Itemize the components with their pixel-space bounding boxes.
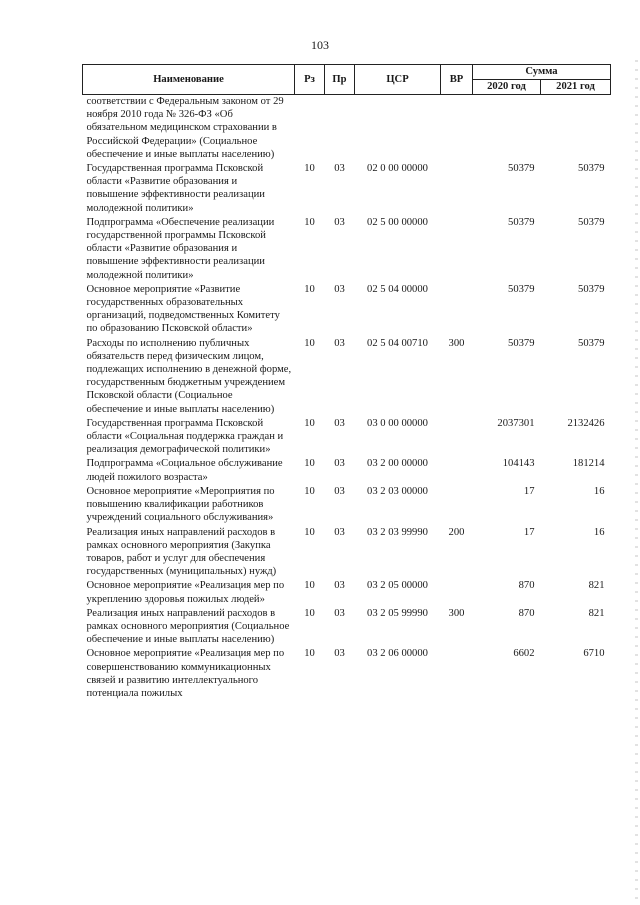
row-name: Реализация иных направлений расходов в рамках основного мероприятия (Социальное обеспечение и иные выплаты населению) [86, 607, 290, 646]
row-sum-2021: 6710 [583, 648, 605, 660]
table-row [83, 607, 611, 648]
row-sum-2020: 50379 [508, 163, 535, 175]
row-sum-2021: 50379 [578, 216, 605, 228]
row-sum-2020: 50379 [508, 216, 535, 228]
row-rz: 10 [304, 163, 315, 175]
row-csr: 03 2 06 00000 [367, 648, 428, 660]
table-row [83, 579, 611, 606]
row-sum-2021: 16 [593, 526, 605, 538]
row-pr: 03 [334, 417, 345, 429]
row-vr: 300 [448, 607, 465, 619]
row-pr: 03 [334, 526, 345, 538]
row-pr: 03 [334, 163, 345, 175]
table-row [83, 337, 611, 417]
header-csr: ЦСР [355, 65, 441, 95]
page-number: 103 [311, 38, 329, 52]
row-pr: 03 [334, 216, 345, 228]
row-vr: 300 [448, 337, 465, 349]
row-sum-2020: 17 [523, 526, 535, 538]
table-row [83, 417, 611, 458]
table-row [83, 162, 611, 216]
row-rz: 10 [304, 485, 315, 497]
row-rz: 10 [304, 580, 315, 592]
row-pr: 03 [334, 648, 345, 660]
row-sum-2020 [473, 95, 541, 163]
table-row [83, 647, 611, 701]
row-pr [325, 95, 355, 163]
row-name: Основное мероприятие «Развитие государственных образовательных организаций, подведомственных Комитету по образованию Псковской области» [86, 283, 280, 335]
row-pr: 03 [334, 283, 345, 295]
budget-table [82, 64, 611, 701]
row-csr [355, 95, 441, 163]
table-row [83, 526, 611, 580]
row-rz: 10 [304, 458, 315, 470]
header-year-2020: 2020 год [473, 80, 541, 95]
row-pr: 03 [334, 337, 345, 349]
row-pr: 03 [334, 485, 345, 497]
header-name: Наименование [83, 65, 295, 95]
row-pr: 03 [334, 458, 345, 470]
row-csr: 02 0 00 00000 [367, 163, 428, 175]
row-name: Основное мероприятие «Реализация мер по совершенствованию коммуникационных связей и развитию интеллектуального потенциала пожилых [86, 648, 285, 699]
row-rz: 10 [304, 526, 315, 538]
row-rz: 10 [304, 337, 315, 349]
table-header [83, 65, 611, 95]
row-name: Расходы по исполнению публичных обязательств перед физическим лицом, подлежащих исполнению в денежной форме, государственным бюджетным учреждением Псковской области (Социальное обеспечение и иные выплаты населению) [86, 337, 292, 415]
header-pr: Пр [325, 65, 355, 95]
row-csr: 02 5 04 00710 [367, 337, 428, 349]
row-csr: 02 5 00 00000 [367, 216, 428, 228]
row-rz: 10 [304, 417, 315, 429]
scan-edge-artifact [635, 60, 638, 900]
row-csr: 03 2 03 00000 [367, 485, 428, 497]
table-row [83, 457, 611, 484]
row-sum-2020: 50379 [508, 283, 535, 295]
row-sum-2021: 50379 [578, 337, 605, 349]
row-vr [441, 485, 473, 526]
row-sum-2021: 821 [588, 607, 605, 619]
row-sum-2020: 870 [518, 607, 535, 619]
row-vr [441, 579, 473, 606]
row-vr [441, 216, 473, 283]
row-vr [441, 95, 473, 163]
table-row [83, 216, 611, 283]
row-sum-2021: 821 [588, 580, 605, 592]
header-vr: ВР [441, 65, 473, 95]
header-year-2021: 2021 год [541, 80, 611, 95]
table-row [83, 95, 611, 163]
row-sum-2020: 50379 [508, 337, 535, 349]
row-csr: 03 2 03 99990 [367, 526, 428, 538]
row-vr [441, 162, 473, 216]
row-name: Подпрограмма «Обеспечение реализации государственной программы Псковской области «Развитие образования и повышение эффективности реализации молодежной политики» [86, 216, 275, 281]
table-row [83, 283, 611, 337]
row-sum-2021: 2132426 [567, 417, 605, 429]
row-name: Основное мероприятие «Реализация мер по укреплению здоровья пожилых людей» [86, 580, 285, 605]
row-csr: 02 5 04 00000 [367, 283, 428, 295]
row-sum-2021 [541, 95, 611, 163]
row-vr: 200 [448, 526, 465, 538]
row-sum-2020: 870 [518, 580, 535, 592]
row-pr: 03 [334, 607, 345, 619]
row-rz: 10 [304, 216, 315, 228]
row-name: соответствии с Федеральным законом от 29 ноября 2010 года № 326-ФЗ «Об обязательном медицинском страховании в Российской Федерации» (Социальное обеспечение и иные выплаты населению) [86, 96, 284, 160]
row-rz: 10 [304, 283, 315, 295]
row-sum-2021: 181214 [572, 458, 605, 470]
row-csr: 03 2 00 00000 [367, 458, 428, 470]
row-csr: 03 0 00 00000 [367, 417, 428, 429]
row-vr [441, 457, 473, 484]
row-name: Основное мероприятие «Мероприятия по повышению квалификации работников учреждений социального обслуживания» [86, 485, 275, 524]
header-rz: Рз [295, 65, 325, 95]
row-sum-2020: 17 [523, 485, 535, 497]
table-body [83, 95, 611, 702]
row-rz: 10 [304, 648, 315, 660]
row-rz: 10 [304, 607, 315, 619]
row-name: Государственная программа Псковской области «Социальная поддержка граждан и реализация демографической политики» [86, 417, 284, 456]
row-sum-2020: 6602 [513, 648, 535, 660]
row-rz [295, 95, 325, 163]
row-sum-2021: 16 [593, 485, 605, 497]
row-name: Государственная программа Псковской области «Развитие образования и повышение эффективности реализации молодежной политики» [86, 163, 265, 214]
row-name: Подпрограмма «Социальное обслуживание людей пожилого возраста» [86, 458, 283, 483]
row-vr [441, 647, 473, 701]
row-csr: 03 2 05 00000 [367, 580, 428, 592]
row-vr [441, 283, 473, 337]
header-sum: Сумма [473, 65, 611, 80]
row-name: Реализация иных направлений расходов в рамках основного мероприятия (Закупка товаров, работ и услуг для обеспечения государственных (муниципальных) нужд) [86, 526, 277, 578]
row-pr: 03 [334, 580, 345, 592]
row-sum-2021: 50379 [578, 163, 605, 175]
table-row [83, 485, 611, 526]
row-sum-2020: 2037301 [497, 417, 535, 429]
row-sum-2020: 104143 [502, 458, 535, 470]
row-sum-2021: 50379 [578, 283, 605, 295]
row-csr: 03 2 05 99990 [367, 607, 428, 619]
row-vr [441, 417, 473, 458]
